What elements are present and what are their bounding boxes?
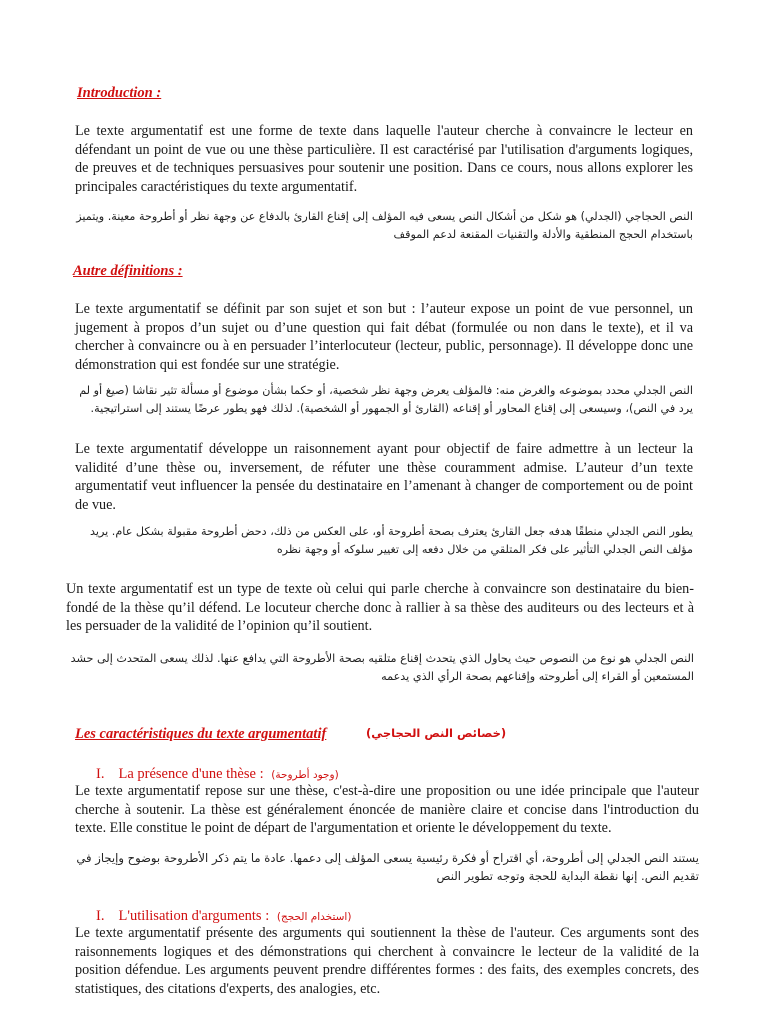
item-1-title-ar: (وجود أطروحة): [271, 769, 339, 781]
introduction-paragraph-fr: Le texte argumentatif est une forme de texte dans laquelle l'auteur cherche à convaincre le lecteur en défendant un point de vue ou une thèse particulière. Il est caractérisé par l'utilisation d'arguments logiques, de preuves et de techniques persuasives pour soutenir une position. Dans ce cours, nous allons explorer les principales caractéristiques du texte argumentatif.: [75, 123, 693, 195]
definition-1-ar: النص الجدلي محدد بموضوعه والغرض منه: فالمؤلف يعرض وجهة نظر شخصية، أو حكما بشأن موضوع أو مسألة تثير نقاشا (صيغ أو لم يرد في النص)، وسيسعى إلى إقناع المحاور أو إقناعه (القارئ أو الجمهور أو الشخصية). لذلك فهو يطور عرضًا يستند إلى استراتيجية.: [79, 384, 693, 415]
item-2-heading: [96, 908, 351, 925]
definition-1-fr: Le texte argumentatif se définit par son sujet et son but : l’auteur expose un point de vue personnel, un jugement à propos d’un sujet ou d’une question qui fait débat (formulée ou non dans le texte), et il va chercher à convaincre ou à en persuader l’interlocuteur (lecteur, public, personnage). Il développe donc une démonstration qui est fondée sur une stratégie.: [75, 301, 693, 373]
item-2-number: I.: [96, 908, 105, 924]
caracteristiques-heading: Les caractéristiques du texte argumentatif: [75, 726, 327, 742]
item-1-paragraph-fr: Le texte argumentatif repose sur une thèse, c'est-à-dire une proposition ou une idée principale que l'auteur cherche à soutenir. La thèse est généralement énoncée de manière claire et concise dans l'introduction du texte. Elle constitue le point de départ de l'argumentation et oriente le développement du texte.: [75, 783, 699, 836]
definition-2-ar: يطور النص الجدلي منطقًا هدفه جعل القارئ يعترف بصحة أطروحة أو، على العكس من ذلك، دحض أطروحة مقبولة بشكل عام. يريد مؤلف النص الجدلي التأثير على فكر المتلقي من خلال دفعه إلى تغيير سلوكه أو وجهة نظره: [89, 525, 693, 556]
definition-3-ar: النص الجدلي هو نوع من النصوص حيث يحاول الذي يتحدث إقناع متلقيه بصحة الأطروحة التي يدافع عنها. لذلك يسعى المتحدث إلى حشد المستمعين أو القراء إلى أطروحته وإقناعهم بصحة الرأي الذي يدعمه: [70, 652, 694, 683]
item-2-title: L'utilisation d'arguments :: [118, 908, 270, 924]
caracteristiques-heading-ar: (خصائص النص الحجاجي): [366, 726, 507, 740]
introduction-paragraph-ar: النص الحجاجي (الجدلي) هو شكل من أشكال النص يسعى فيه المؤلف إلى إقناع القارئ بالدفاع عن وجهة نظر أو أطروحة معينة. ويتميز باستخدام الحجج المنطقية والأدلة والتقنيات المقنعة لدعم الموقف: [76, 210, 693, 241]
item-2-title-ar: (استخدام الحجج): [276, 911, 352, 923]
item-1-heading: [96, 766, 339, 783]
introduction-heading: Introduction :: [77, 85, 162, 101]
item-1-title: La présence d'une thèse :: [118, 766, 264, 782]
definition-2-fr: Le texte argumentatif développe un raisonnement ayant pour objectif de faire admettre à un lecteur la validité d’une thèse ou, inversement, de réfuter une thèse couramment admise. L’auteur d’un texte argumentatif veut influencer la pensée du destinataire en l’amenant à changer de comportement ou de point de vue.: [75, 441, 693, 513]
definition-3-fr: Un texte argumentatif est un type de texte où celui qui parle cherche à convaincre son destinataire du bien-fondé de la thèse qu’il défend. Le locuteur cherche donc à rallier à sa thèse des auditeurs ou des lecteurs et à les persuader de la validité de l’opinion qu’il soutient.: [66, 581, 694, 634]
item-1-number: I.: [96, 766, 105, 782]
item-1-paragraph-ar: يستند النص الجدلي إلى أطروحة، أي اقتراح أو فكرة رئيسية يسعى المؤلف إلى دعمها. عادة ما يتم ذكر الأطروحة بوضوح وإيجاز في تقديم النص. إنها نقطة البداية للحجة وتوجه تطوير النص: [76, 851, 699, 883]
item-2-paragraph-fr: Le texte argumentatif présente des arguments qui soutiennent la thèse de l'auteur. Ces arguments sont des raisonnements logiques et des démonstrations qui cherchent à convaincre le lecteur de la validité de la position défendue. Les arguments peuvent prendre différentes formes : des faits, des exemples concrets, des statistiques, des citations d'experts, des analogies, etc.: [75, 925, 699, 997]
autre-definitions-heading: Autre définitions :: [73, 263, 183, 279]
